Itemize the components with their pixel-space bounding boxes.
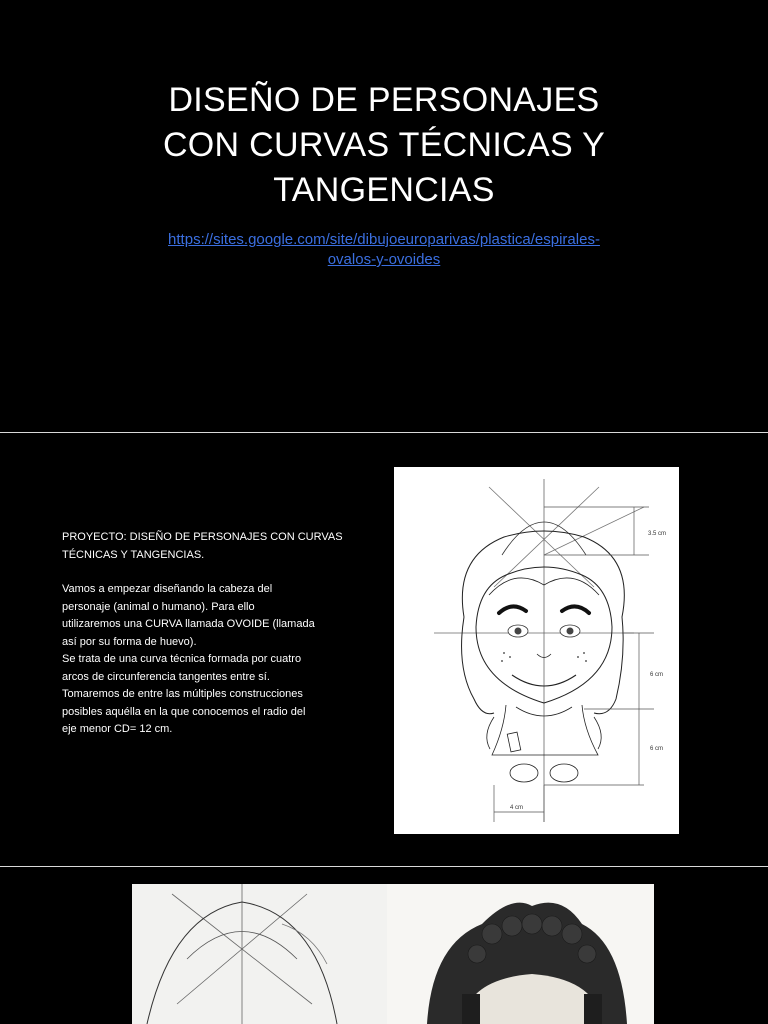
slide-title <box>0 0 768 432</box>
reference-link[interactable] <box>100 230 668 270</box>
body-line: utilizaremos una CURVA llamada OVOIDE (llamada <box>62 618 315 630</box>
dim-label-bottom: 4 cm <box>510 805 524 811</box>
body-line: Se trata de una curva técnica formada por cuatro <box>62 653 302 665</box>
slide-divider <box>0 866 768 867</box>
slide-divider <box>0 432 768 433</box>
project-heading-line-1: PROYECTO: DISEÑO DE PERSONAJES CON CURVAS <box>62 531 343 543</box>
body-line: eje menor CD= 12 cm. <box>62 723 173 735</box>
title-line-2: CON CURVAS TÉCNICAS Y <box>162 126 606 164</box>
body-line: personaje (animal o humano). Para ello <box>62 600 255 613</box>
dim-label-low: 6 cm <box>650 746 664 752</box>
link-line-1[interactable]: https://sites.google.com/site/dibujoeuroparivas/plastica/espirales- <box>168 231 600 248</box>
character-construction-drawing <box>394 467 679 834</box>
body-line: Tomaremos de entre las múltiples construcciones <box>62 688 303 700</box>
title-line-1: DISEÑO DE PERSONAJES <box>168 81 600 119</box>
body-line: Vamos a empezar diseñando la cabeza del <box>62 583 273 595</box>
link-line-2[interactable]: ovalos-y-ovoides <box>327 251 441 268</box>
dim-label-top: 3.5 cm <box>648 531 667 537</box>
body-line: así por su forma de huevo). <box>62 635 197 648</box>
title-line-3: TANGENCIAS <box>273 171 495 209</box>
project-heading-line-2: TÉCNICAS Y TANGENCIAS. <box>62 548 205 561</box>
dim-label-mid: 6 cm <box>650 672 664 678</box>
page-title <box>60 78 708 213</box>
body-line: posibles aquélla en la que conocemos el radio del <box>62 705 306 718</box>
project-description <box>62 529 362 739</box>
body-line: arcos de circunferencia tangentes entre sí. <box>62 670 270 683</box>
construction-and-model-photo <box>132 884 654 1024</box>
